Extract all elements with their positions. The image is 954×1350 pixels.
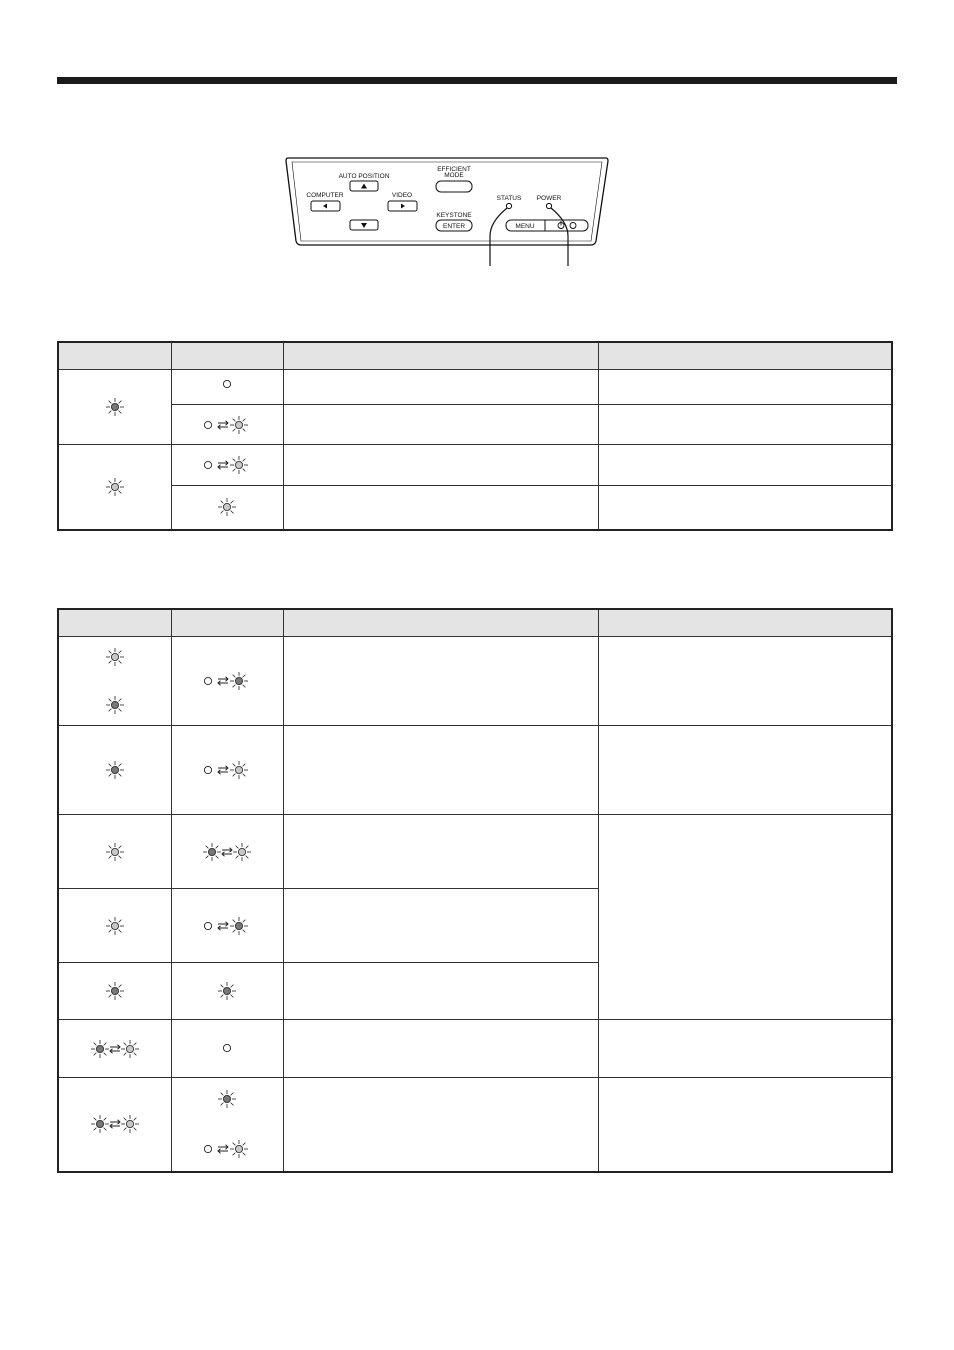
- circle-icon: [570, 223, 576, 229]
- remark-header: [598, 342, 892, 370]
- table-row: [58, 370, 892, 405]
- power-button-icon[interactable]: [558, 221, 564, 229]
- remark-cell: [598, 637, 892, 726]
- status-indicator-cell: [171, 486, 283, 530]
- status-indicator-cell: [171, 405, 283, 445]
- led-off-alternating-orange-icon: [202, 454, 252, 476]
- led-off-alternating-orange-icon: [202, 1138, 252, 1160]
- power-led-icon: [546, 203, 551, 208]
- status-header: [171, 342, 283, 370]
- condition-header: [283, 342, 598, 370]
- led-lit-red-icon: [104, 396, 126, 418]
- status-indicator-cell: [171, 726, 283, 815]
- led-lit-red-icon: [216, 980, 238, 1002]
- led-lit-red-icon: [104, 694, 126, 716]
- status-indicator-cell: [171, 815, 283, 889]
- remark-cell: [598, 1020, 892, 1078]
- indicator-table-normal: [57, 341, 893, 531]
- condition-cell: [283, 889, 598, 963]
- led-off-alternating-orange-icon: [202, 414, 252, 436]
- led-lit-orange-icon: [104, 915, 126, 937]
- down-arrow-icon: [361, 223, 367, 228]
- power-callout-line: [551, 208, 568, 266]
- status-indicator-cell: [171, 1020, 283, 1078]
- keystone-label: KEYSTONE: [436, 212, 472, 219]
- power-indicator-cell: [58, 726, 171, 815]
- status-indicator-cell: [171, 637, 283, 726]
- status-led-icon: [506, 203, 511, 208]
- led-lit-red-icon: [104, 980, 126, 1002]
- led-lit-red-icon: [104, 759, 126, 781]
- led-off-alternating-orange-icon: [202, 759, 252, 781]
- led-red-alternating-orange-icon: [199, 841, 255, 863]
- power-indicator-cell: [58, 963, 171, 1020]
- status-header: [171, 609, 283, 637]
- computer-label: COMPUTER: [306, 192, 344, 199]
- table-row: [58, 815, 892, 889]
- status-indicator-cell: [171, 370, 283, 405]
- power-indicator-cell: [58, 1078, 171, 1172]
- condition-cell: [283, 445, 598, 486]
- led-off-alternating-red-icon: [202, 670, 252, 692]
- power-indicator-cell: [58, 1020, 171, 1078]
- remark-cell: [598, 815, 892, 1020]
- status-label: STATUS: [496, 195, 522, 202]
- table-row: [58, 405, 892, 445]
- menu-label: MENU: [515, 223, 535, 230]
- led-off-alternating-red-icon: [202, 915, 252, 937]
- up-arrow-icon: [361, 184, 367, 189]
- condition-cell: [283, 486, 598, 530]
- status-indicator-cell: [171, 963, 283, 1020]
- remark-cell: [598, 486, 892, 530]
- table-row: [58, 1020, 892, 1078]
- condition-cell: [283, 370, 598, 405]
- remark-cell: [598, 726, 892, 815]
- condition-cell: [283, 815, 598, 889]
- table-row: [58, 486, 892, 530]
- led-red-alternating-orange-icon: [87, 1113, 143, 1135]
- power-header: [58, 609, 171, 637]
- top-rule: [57, 77, 897, 84]
- table-row: [58, 726, 892, 815]
- remark-cell: [598, 370, 892, 405]
- table-row: [58, 637, 892, 726]
- led-off-icon: [220, 1041, 234, 1055]
- remark-cell: [598, 405, 892, 445]
- table-header-row: [58, 609, 892, 637]
- power-indicator-cell: [58, 815, 171, 889]
- status-callout-line: [490, 208, 507, 266]
- led-lit-orange-icon: [104, 646, 126, 668]
- control-panel-illustration: [280, 152, 610, 272]
- left-arrow-icon: [323, 204, 327, 209]
- power-indicator-cell: [58, 889, 171, 963]
- led-lit-orange-icon: [104, 476, 126, 498]
- led-off-icon: [220, 377, 234, 391]
- table-header-row: [58, 342, 892, 370]
- status-indicator-cell: [171, 445, 283, 486]
- table-row: [58, 445, 892, 486]
- video-label: VIDEO: [391, 192, 413, 199]
- condition-cell: [283, 1078, 598, 1172]
- enter-label: ENTER: [442, 223, 466, 230]
- power-indicator-cell: [58, 445, 171, 530]
- power-indicator-cell: [58, 370, 171, 445]
- efficient-mode-label: EFFICIENT MODE: [437, 166, 471, 179]
- auto-position-label: AUTO POSITION: [338, 173, 390, 180]
- condition-header: [283, 609, 598, 637]
- condition-cell: [283, 405, 598, 445]
- power-indicator-cell: [58, 637, 171, 726]
- remark-cell: [598, 445, 892, 486]
- condition-cell: [283, 726, 598, 815]
- condition-cell: [283, 963, 598, 1020]
- led-red-alternating-orange-icon: [87, 1038, 143, 1060]
- led-lit-orange-icon: [216, 496, 238, 518]
- remark-cell: [598, 1078, 892, 1172]
- status-indicator-cell: [171, 1078, 283, 1172]
- power-header: [58, 342, 171, 370]
- status-indicator-cell: [171, 889, 283, 963]
- remark-header: [598, 609, 892, 637]
- condition-cell: [283, 637, 598, 726]
- condition-cell: [283, 1020, 598, 1078]
- table-row: [58, 1078, 892, 1172]
- led-lit-red-icon: [216, 1088, 238, 1110]
- right-arrow-icon: [401, 204, 405, 209]
- power-label: POWER: [536, 195, 562, 202]
- led-lit-orange-icon: [104, 841, 126, 863]
- indicator-table-abnormal: [57, 608, 893, 1173]
- efficient-mode-button[interactable]: [436, 181, 472, 192]
